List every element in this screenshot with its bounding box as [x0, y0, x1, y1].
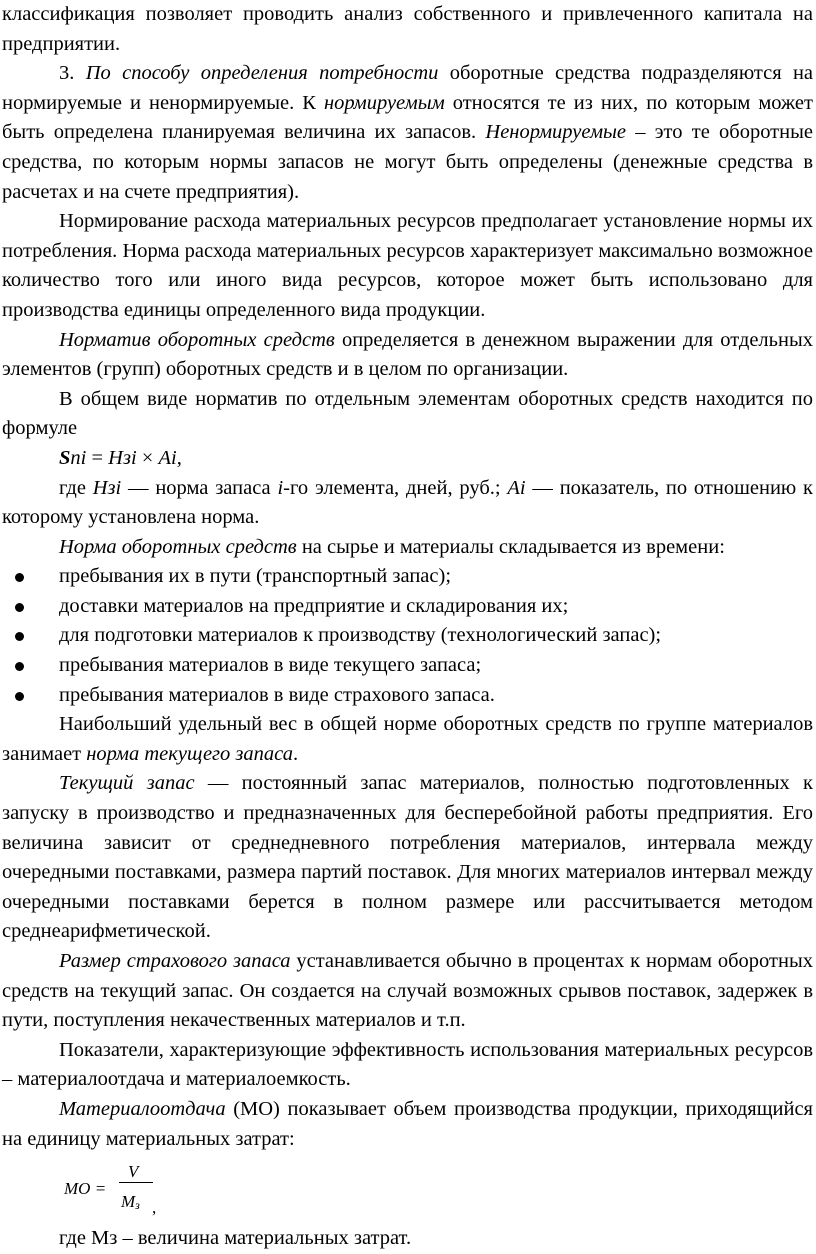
term-safety-stock-size: Размер страхового запаса	[59, 950, 291, 972]
paragraph-material-output: Материалоотдача (МО) показывает объем производства продукции, приходящийся на единицу материальных затрат:	[2, 1097, 813, 1150]
paragraph-mz-legend: где Мз – величина материальных затрат.	[59, 1227, 412, 1250]
fraction-bar	[119, 1182, 153, 1183]
paragraph-general-formula-intro: В общем виде норматив по отдельным элементам оборотных средств находится по формуле	[2, 387, 813, 440]
bullet-icon	[15, 692, 24, 701]
list-item: пребывания материалов в виде текущего запаса;	[2, 651, 813, 681]
formula-comma: ,	[152, 1198, 157, 1218]
list-item: пребывания материалов в виде страхового запаса.	[2, 681, 813, 711]
formula-numerator: V	[128, 1162, 139, 1182]
term-non-normalized: Ненормируемые	[485, 121, 627, 144]
list-item: для подготовки материалов к производству (технологический запас);	[2, 621, 813, 651]
paragraph-by-need-method: 3. По способу определения потребности оборотные средства подразделяются на нормируемые и ненормируемые. К нормируемым относятся те из них, по которым может быть определена планируемая величина их запасов. Ненормируемые – это те оборотные средства, по которым нормы запасов не могут быть определены (денежные средства в расчетах и на счете предприятия).	[2, 62, 814, 203]
paragraph-rationing: Нормирование расхода материальных ресурсов предполагает установление нормы их потребления. Норма расхода материальных ресурсов характеризует максимально возможное количество того или иного вида ресурсов, которое может быть использовано для производства единицы определенного вида продукции.	[2, 210, 813, 321]
paragraph-current-stock: Текущий запас — постоянный запас материалов, полностью подготовленных к запуску в производство и предназначенных для бесперебойной работы предприятия. Его величина зависит от среднедневного потребления материалов, интервала между очередными поставками, размера партий поставок. Для многих материалов интервал между очередными поставками берется в полном размере или рассчитывается методом среднеарифметической.	[2, 772, 813, 943]
paragraph-working-capital-standard: Норматив оборотных средств определяется в денежном выражении для отдельных элементов (групп) оборотных средств и в целом по организации.	[2, 328, 814, 381]
bullet-icon	[15, 603, 24, 612]
list-item: доставки материалов на предприятие и складирования их;	[2, 592, 813, 622]
formula-standard: Sni = Нзi × Аi,	[59, 446, 182, 469]
paragraph-classification-end: классификация позволяет проводить анализ собственного и привлеченного капитала на предприятии.	[2, 3, 813, 55]
term-by-need-method: По способу определения потребности	[85, 62, 439, 85]
bullet-icon	[15, 573, 24, 582]
term-working-capital-norm: Норма оборотных средств	[59, 535, 297, 558]
term-working-capital-standard: Норматив оборотных средств	[59, 328, 335, 351]
paragraph-formula-legend: где Нзi — норма запаса i-го элемента, дней, руб.; Аi — показатель, по отношению к которому установлена норма.	[2, 476, 813, 529]
term-normalized: нормируемым	[323, 91, 445, 114]
formula-material-output	[2, 1160, 813, 1222]
paragraph-efficiency-indicators: Показатели, характеризующие эффективность использования материальных ресурсов – материалоотдача и материалоемкость.	[2, 1038, 813, 1091]
norm-components-list	[2, 562, 813, 710]
paragraph-safety-stock: Размер страхового запаса устанавливается обычно в процентах к нормам оборотных средств на текущий запас. Он создается на случай возможных срывов поставок, задержек в пути, поступления некачественных материалов и т.п.	[2, 950, 813, 1032]
term-current-stock-norm: норма текущего запаса	[86, 742, 293, 765]
formula-denominator: $М_з$	[121, 1192, 140, 1213]
formula-lhs: МО =	[64, 1179, 107, 1199]
paragraph-norm-components: Норма оборотных средств на сырье и материалы складывается из времени:	[59, 535, 725, 558]
paragraph-largest-share: Наибольший удельный вес в общей норме оборотных средств по группе материалов занимает норма текущего запаса.	[2, 713, 813, 765]
list-item: пребывания их в пути (транспортный запас);	[2, 562, 813, 592]
bullet-icon	[15, 662, 24, 671]
term-material-output: Материалоотдача	[59, 1097, 226, 1120]
term-current-stock: Текущий запас	[59, 772, 195, 795]
bullet-icon	[15, 632, 24, 641]
